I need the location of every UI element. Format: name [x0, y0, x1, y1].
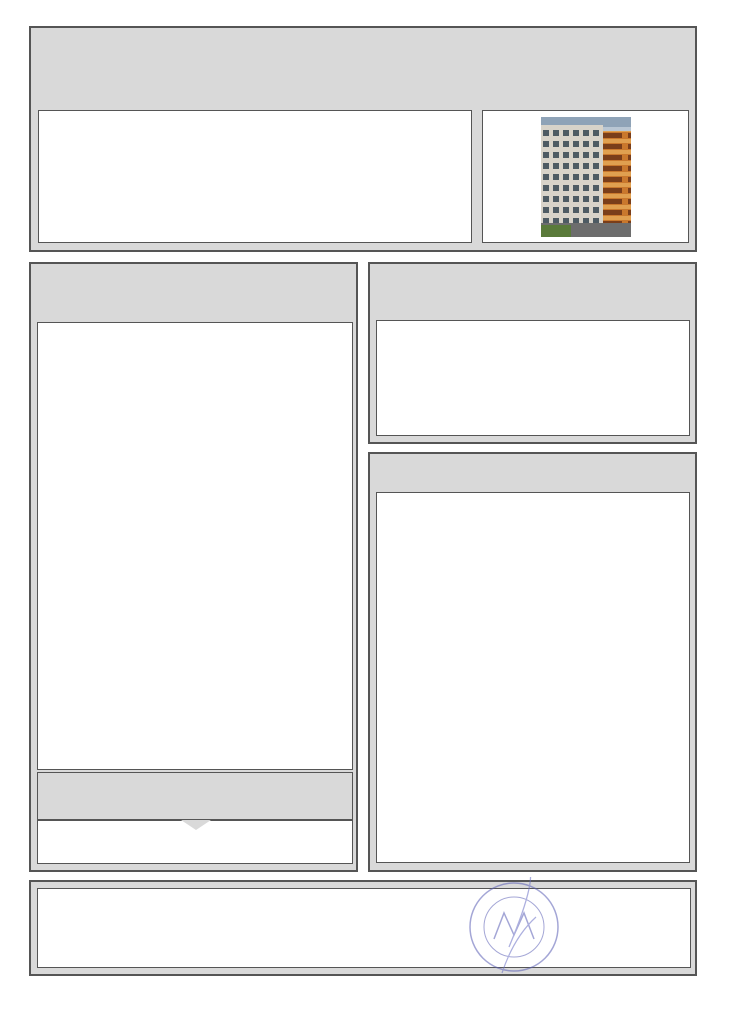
building-info — [38, 110, 472, 243]
building-photo-frame — [482, 110, 689, 243]
footer-panel — [29, 880, 697, 976]
energy-class-scale — [37, 322, 353, 770]
legend-swatch — [385, 328, 396, 339]
distribution-chart-box — [376, 320, 690, 436]
building-photo — [541, 117, 631, 237]
official-stamp — [464, 877, 564, 977]
pie-chart — [574, 329, 664, 419]
indicators-panel — [368, 452, 697, 872]
requirement-value-box — [37, 820, 353, 864]
requirement-header — [37, 772, 353, 820]
indicators-table — [376, 492, 690, 863]
classification-panel — [29, 262, 358, 872]
legend-swatch — [385, 344, 396, 355]
header-panel — [29, 26, 697, 252]
legend-item — [385, 328, 401, 339]
legend-item — [385, 344, 401, 355]
distribution-panel — [368, 262, 697, 444]
requirement-pointer — [181, 820, 211, 830]
footer-box — [37, 888, 691, 968]
energy-class-svg — [38, 323, 352, 769]
